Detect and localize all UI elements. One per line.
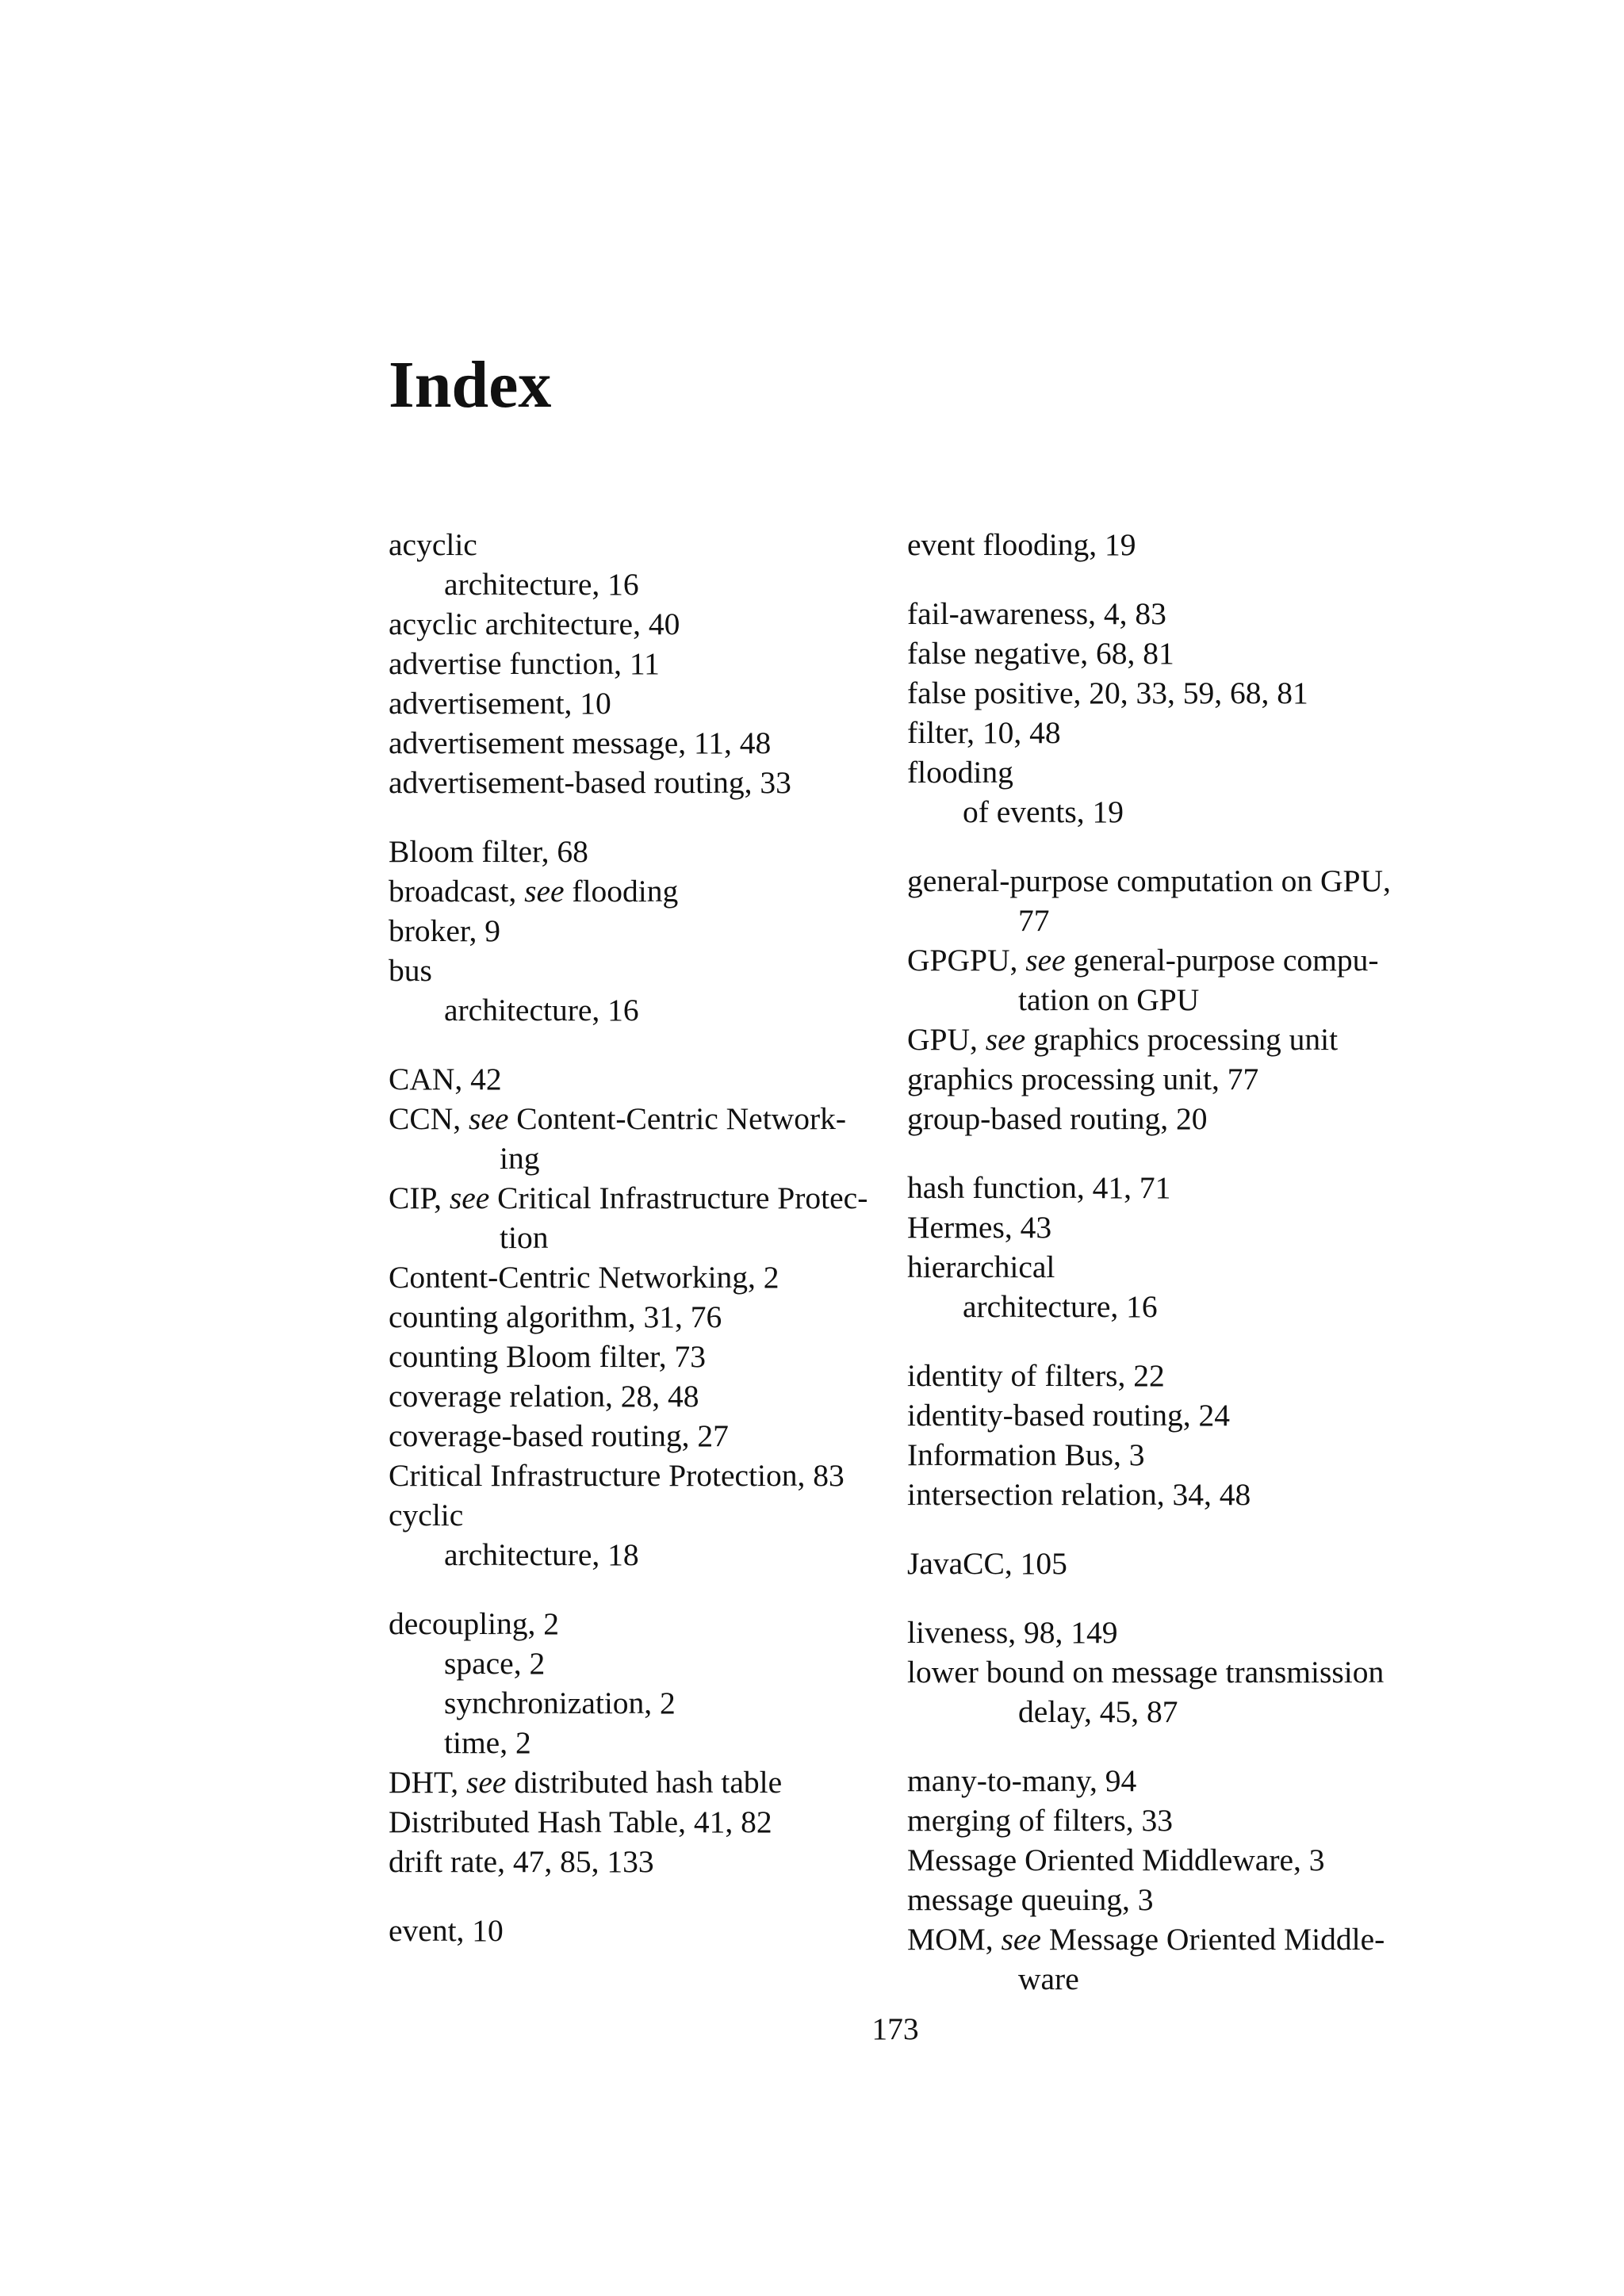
index-entry bbox=[389, 911, 904, 951]
index-entry bbox=[907, 1099, 1423, 1138]
index-entry bbox=[389, 644, 904, 683]
entry-text: Distributed Hash Table, 41, 82 bbox=[389, 1804, 772, 1839]
index-entry bbox=[907, 1168, 1423, 1207]
entry-text: liveness, 98, 149 bbox=[907, 1615, 1118, 1650]
entry-text: GPU, bbox=[907, 1022, 986, 1057]
index-entry bbox=[389, 1257, 904, 1297]
entry-text: advertisement-based routing, 33 bbox=[389, 765, 791, 800]
index-subentry bbox=[907, 1287, 1423, 1326]
see-target: Content-Centric Network- bbox=[508, 1101, 847, 1136]
index-entry bbox=[907, 1020, 1423, 1059]
index-entry bbox=[389, 683, 904, 723]
index-column-right bbox=[907, 525, 1423, 2028]
see-target: flooding bbox=[564, 874, 679, 909]
entry-text: Message Oriented Middleware, 3 bbox=[907, 1843, 1325, 1877]
entry-text: of events, 19 bbox=[963, 794, 1124, 829]
index-subentry bbox=[389, 1535, 904, 1575]
entry-text: lower bound on message transmission bbox=[907, 1655, 1385, 1689]
index-letter-group bbox=[389, 1059, 904, 1575]
index-entry bbox=[907, 1207, 1423, 1247]
entry-text: event flooding, 19 bbox=[907, 527, 1136, 562]
index-entry bbox=[907, 1800, 1423, 1840]
index-letter-group bbox=[389, 1911, 904, 1950]
entry-text: architecture, 16 bbox=[444, 993, 639, 1027]
index-entry bbox=[907, 1247, 1423, 1287]
entry-continuation: tation on GPU bbox=[1018, 982, 1200, 1017]
entry-text: flooding bbox=[907, 755, 1013, 790]
entry-text: false positive, 20, 33, 59, 68, 81 bbox=[907, 675, 1308, 710]
index-letter-group bbox=[907, 1613, 1423, 1732]
index-entry bbox=[907, 1652, 1423, 1732]
index-entry bbox=[907, 713, 1423, 752]
index-entry bbox=[389, 1762, 904, 1802]
index-entry bbox=[389, 1297, 904, 1337]
index-subentry bbox=[389, 990, 904, 1030]
index-entry bbox=[907, 1059, 1423, 1099]
see-reference: see bbox=[524, 874, 565, 909]
index-entry bbox=[907, 1356, 1423, 1395]
index-subentry bbox=[389, 1644, 904, 1683]
see-reference: see bbox=[466, 1765, 507, 1800]
index-entry bbox=[907, 1840, 1423, 1880]
entry-text: CIP, bbox=[389, 1181, 450, 1215]
index-entry bbox=[907, 1544, 1423, 1583]
index-entry bbox=[907, 1435, 1423, 1475]
entry-text: space, 2 bbox=[444, 1646, 546, 1681]
entry-text: message queuing, 3 bbox=[907, 1882, 1154, 1917]
index-letter-group bbox=[907, 525, 1423, 564]
entry-text: identity-based routing, 24 bbox=[907, 1398, 1230, 1433]
entry-continuation: delay, 45, 87 bbox=[1018, 1694, 1178, 1729]
entry-text: many-to-many, 94 bbox=[907, 1763, 1137, 1798]
entry-text: bus bbox=[389, 953, 432, 988]
entry-continuation: tion bbox=[500, 1220, 549, 1255]
index-entry bbox=[907, 633, 1423, 673]
entry-text: CAN, 42 bbox=[389, 1062, 502, 1096]
index-letter-group bbox=[907, 1544, 1423, 1583]
index-entry bbox=[389, 1416, 904, 1456]
see-reference: see bbox=[985, 1022, 1026, 1057]
entry-text: false negative, 68, 81 bbox=[907, 636, 1174, 671]
index-entry bbox=[907, 1880, 1423, 1919]
index-entry bbox=[389, 1178, 904, 1257]
entry-text: Hermes, 43 bbox=[907, 1210, 1052, 1245]
entry-text: cyclic bbox=[389, 1498, 464, 1533]
see-reference: see bbox=[1001, 1922, 1041, 1957]
entry-continuation: 77 bbox=[1018, 903, 1050, 938]
index-entry bbox=[389, 1099, 904, 1178]
entry-text: architecture, 18 bbox=[444, 1537, 639, 1572]
entry-text: acyclic architecture, 40 bbox=[389, 607, 680, 641]
entry-text: general-purpose computation on GPU, bbox=[907, 863, 1391, 898]
index-entry bbox=[389, 1842, 904, 1881]
index-entry bbox=[389, 604, 904, 644]
entry-text: event, 10 bbox=[389, 1913, 504, 1948]
entry-text: graphics processing unit, 77 bbox=[907, 1062, 1259, 1096]
entry-text: MOM, bbox=[907, 1922, 1002, 1957]
index-entry bbox=[907, 594, 1423, 633]
entry-text: decoupling, 2 bbox=[389, 1606, 560, 1641]
index-entry bbox=[389, 1376, 904, 1416]
entry-text: Critical Infrastructure Protection, 83 bbox=[389, 1458, 845, 1493]
entry-text: broadcast, bbox=[389, 874, 525, 909]
entry-text: synchronization, 2 bbox=[444, 1686, 676, 1720]
see-target: distributed hash table bbox=[506, 1765, 783, 1800]
entry-text: Content-Centric Networking, 2 bbox=[389, 1260, 779, 1295]
index-letter-group bbox=[907, 1761, 1423, 1999]
index-entry bbox=[389, 1337, 904, 1376]
index-letter-group bbox=[389, 832, 904, 1030]
index-letter-group bbox=[907, 1168, 1423, 1326]
index-subentry bbox=[389, 564, 904, 604]
see-reference: see bbox=[449, 1181, 490, 1215]
entry-text: advertise function, 11 bbox=[389, 646, 660, 681]
entry-text: group-based routing, 20 bbox=[907, 1101, 1208, 1136]
entry-text: DHT, bbox=[389, 1765, 466, 1800]
entry-text: counting Bloom filter, 73 bbox=[389, 1339, 706, 1374]
index-entry bbox=[907, 752, 1423, 792]
entry-text: acyclic bbox=[389, 527, 477, 562]
entry-text: merging of filters, 33 bbox=[907, 1803, 1173, 1838]
index-entry bbox=[389, 1802, 904, 1842]
index-entry bbox=[907, 1475, 1423, 1514]
see-target: general-purpose compu- bbox=[1065, 943, 1379, 978]
entry-text: filter, 10, 48 bbox=[907, 715, 1061, 750]
index-entry bbox=[389, 951, 904, 990]
entry-continuation: ware bbox=[1018, 1961, 1079, 1996]
index-subentry bbox=[389, 1683, 904, 1723]
entry-text: advertisement, 10 bbox=[389, 686, 611, 721]
entry-text: coverage-based routing, 27 bbox=[389, 1418, 729, 1453]
see-target: graphics processing unit bbox=[1025, 1022, 1339, 1057]
index-subentry bbox=[389, 1723, 904, 1762]
entry-text: GPGPU, bbox=[907, 943, 1026, 978]
entry-text: Information Bus, 3 bbox=[907, 1437, 1145, 1472]
index-entry bbox=[389, 763, 904, 802]
index-entry bbox=[907, 1613, 1423, 1652]
see-target: Critical Infrastructure Protec- bbox=[489, 1181, 868, 1215]
entry-text: architecture, 16 bbox=[444, 567, 639, 602]
index-entry bbox=[907, 673, 1423, 713]
index-entry bbox=[389, 1911, 904, 1950]
index-letter-group bbox=[389, 525, 904, 802]
entry-continuation: ing bbox=[500, 1141, 540, 1176]
entry-text: counting algorithm, 31, 76 bbox=[389, 1299, 722, 1334]
index-entry bbox=[389, 723, 904, 763]
index-entry bbox=[907, 1919, 1423, 1999]
index-entry bbox=[389, 1604, 904, 1644]
index-entry bbox=[907, 861, 1423, 940]
see-target: Message Oriented Middle- bbox=[1040, 1922, 1385, 1957]
index-entry bbox=[907, 1761, 1423, 1800]
entry-text: coverage relation, 28, 48 bbox=[389, 1379, 699, 1414]
entry-text: time, 2 bbox=[444, 1725, 531, 1760]
see-reference: see bbox=[468, 1101, 509, 1136]
entry-text: architecture, 16 bbox=[963, 1289, 1158, 1324]
index-entry bbox=[389, 525, 904, 564]
index-entry bbox=[389, 1495, 904, 1535]
index-entry bbox=[389, 1456, 904, 1495]
entry-text: hierarchical bbox=[907, 1249, 1055, 1284]
index-letter-group bbox=[389, 1604, 904, 1881]
index-entry bbox=[389, 832, 904, 871]
index-letter-group bbox=[907, 594, 1423, 832]
entry-text: drift rate, 47, 85, 133 bbox=[389, 1844, 654, 1879]
index-subentry bbox=[907, 792, 1423, 832]
page-number: 173 bbox=[871, 2011, 919, 2046]
index-letter-group bbox=[907, 861, 1423, 1138]
page-title: Index bbox=[389, 348, 552, 422]
entry-text: intersection relation, 34, 48 bbox=[907, 1477, 1251, 1512]
index-letter-group bbox=[907, 1356, 1423, 1514]
index-entry bbox=[907, 940, 1423, 1020]
entry-text: CCN, bbox=[389, 1101, 469, 1136]
see-reference: see bbox=[1025, 943, 1066, 978]
entry-text: advertisement message, 11, 48 bbox=[389, 725, 772, 760]
index-column-left bbox=[389, 525, 904, 1980]
index-entry bbox=[907, 1395, 1423, 1435]
entry-text: hash function, 41, 71 bbox=[907, 1170, 1171, 1205]
entry-text: JavaCC, 105 bbox=[907, 1546, 1067, 1581]
entry-text: fail-awareness, 4, 83 bbox=[907, 596, 1166, 631]
index-entry bbox=[389, 871, 904, 911]
entry-text: identity of filters, 22 bbox=[907, 1358, 1165, 1393]
index-entry bbox=[907, 525, 1423, 564]
entry-text: Bloom filter, 68 bbox=[389, 834, 588, 869]
entry-text: broker, 9 bbox=[389, 913, 501, 948]
index-entry bbox=[389, 1059, 904, 1099]
